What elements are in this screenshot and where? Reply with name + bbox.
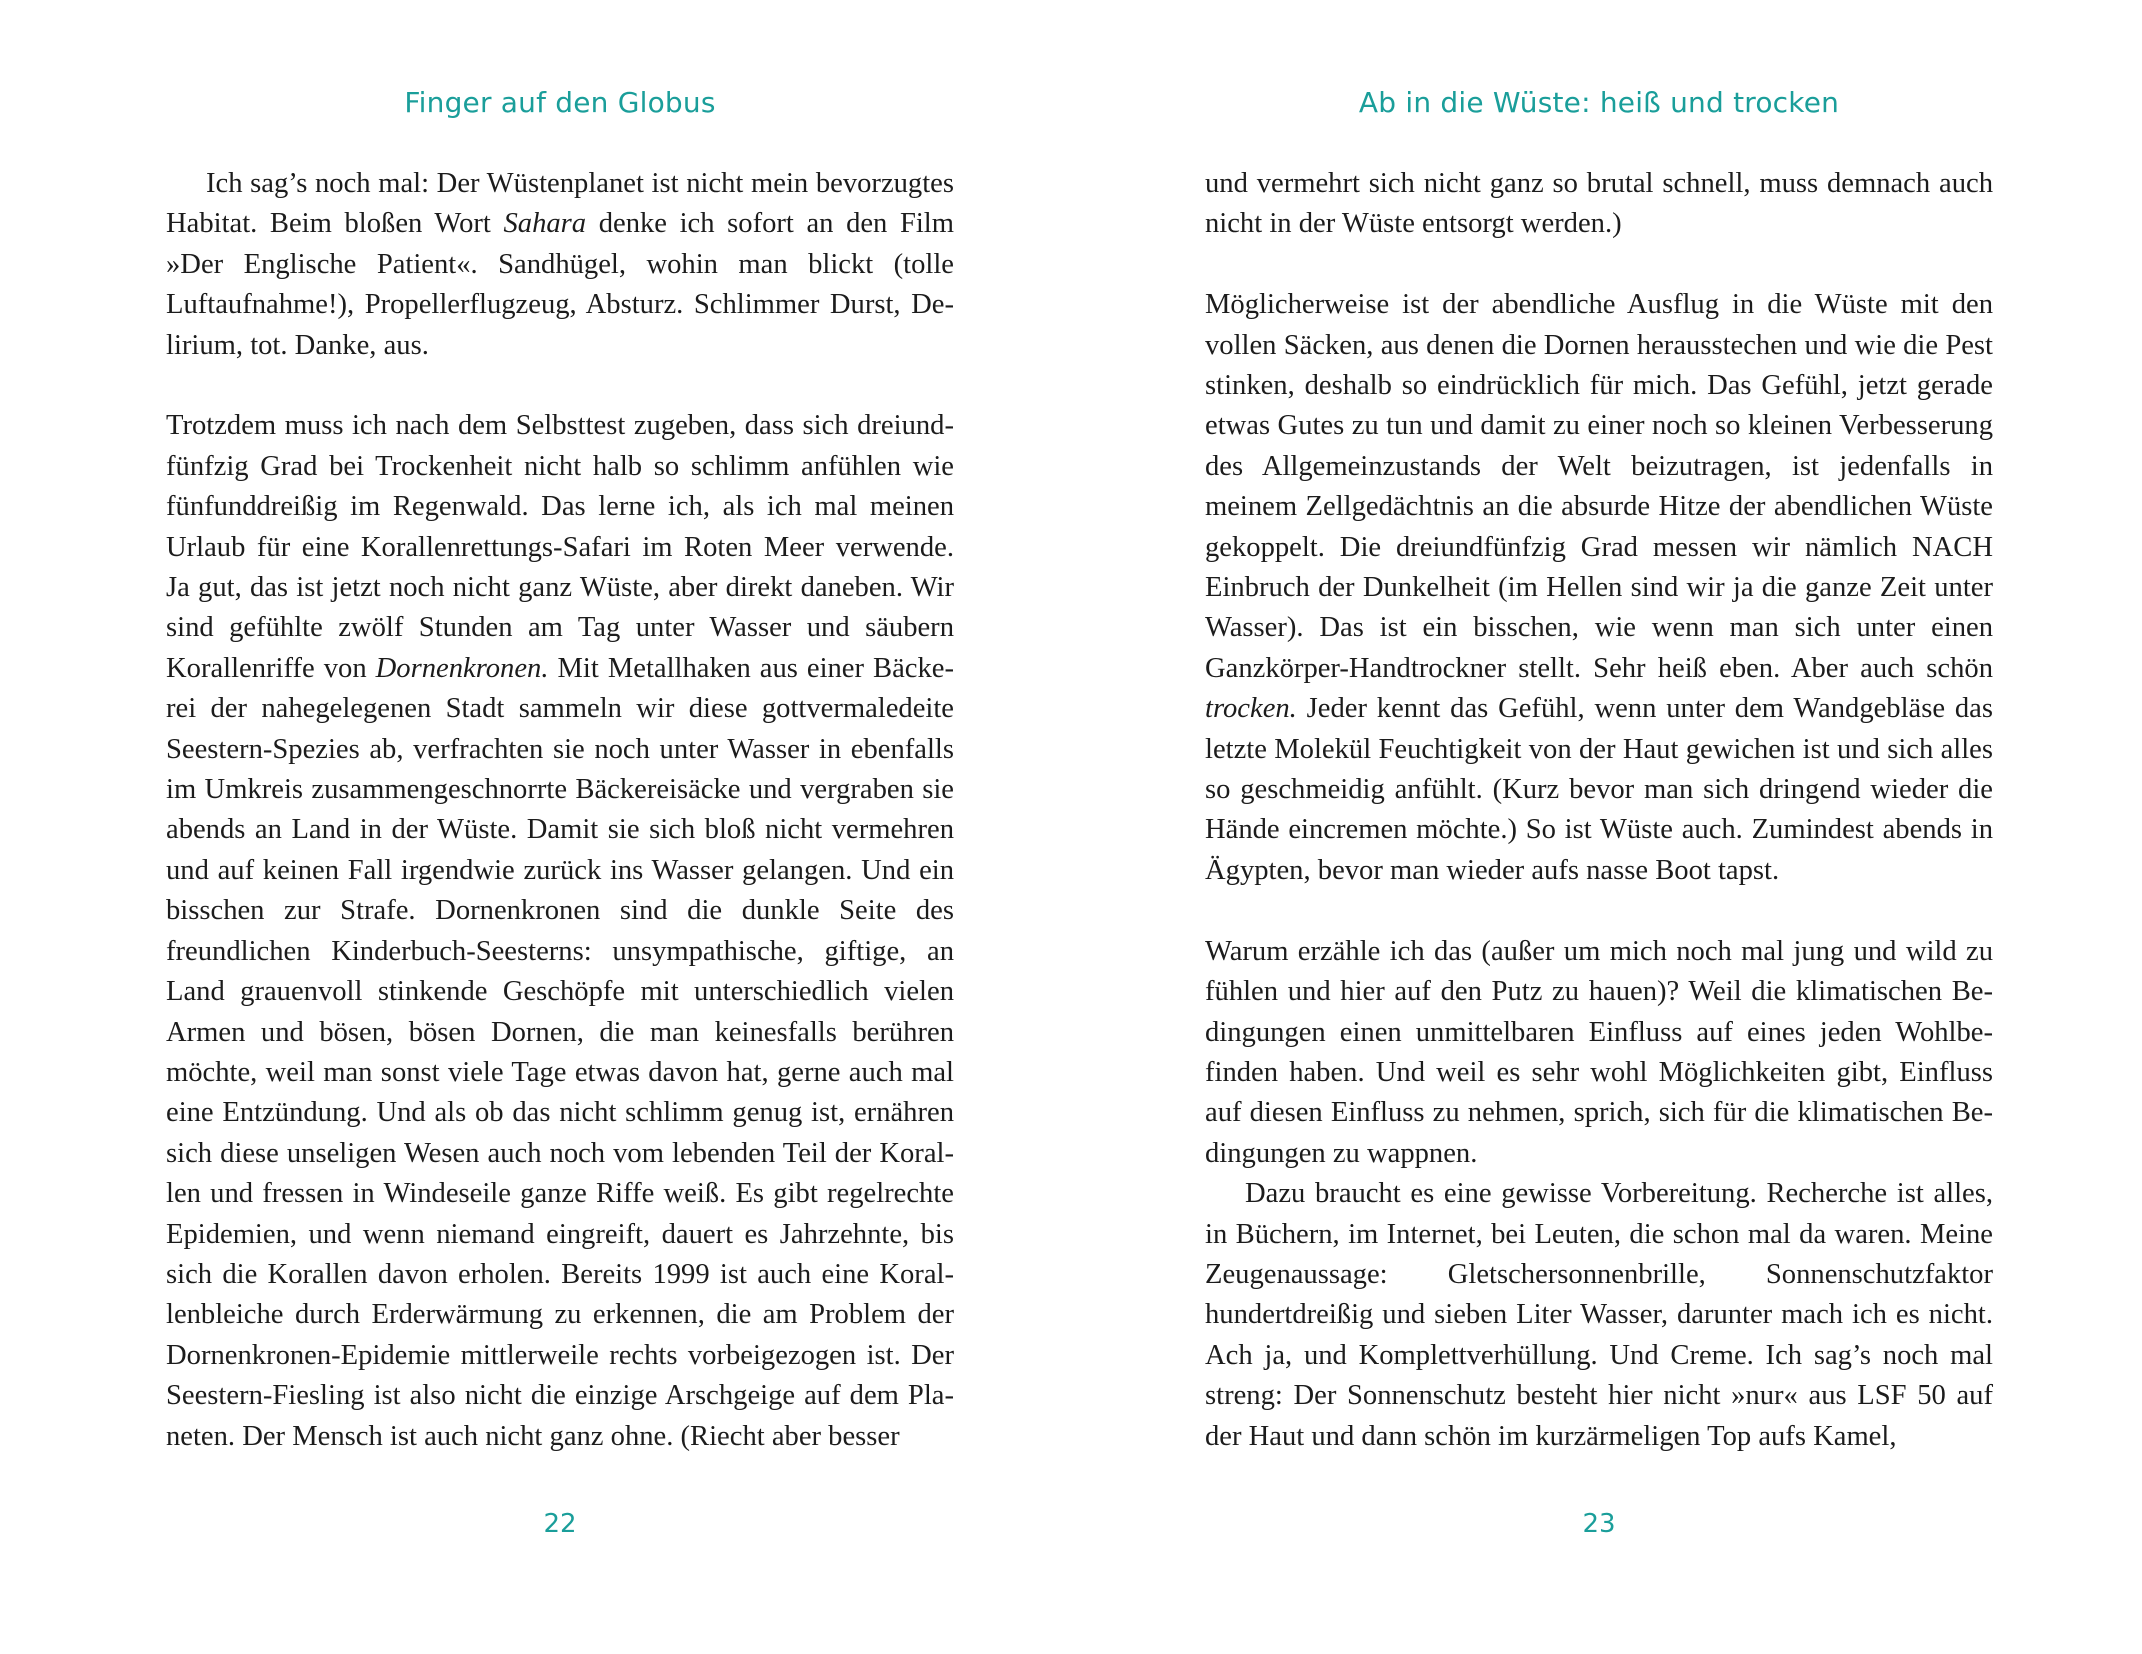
italic-span: Sahara [503,208,587,240]
italic-span: Dornenkronen. [375,652,549,684]
body-text-right [1205,164,1993,1457]
running-head-left: Finger auf den Globus [404,86,716,119]
paragraph-left-2 [166,406,954,1457]
paragraph-right-4: Dazu braucht es eine gewisse Vorbereitung. Recherche ist alles, in Büchern, im Internet, bei Leuten, die schon mal da waren. Meine Zeugenaussage: Gletschersonnenbrille, Sonnenschutzfaktor hundertdreißig und sieben Liter Wasser, darunter mach ich es nicht. Ach ja, und Komplettverhüllung. Und Creme. Ich sag’s noch mal streng: Der Sonnenschutz besteht hier nicht »nur« aus LSF 50 auf der Haut und dann schön im kurzärmeligen Top aufs Kamel, [1205,1178,1993,1452]
body-text-left [166,164,954,1457]
page-number-left: 22 [543,1509,577,1539]
text-span: Trotzdem muss ich nach dem Selbsttest zugeben, dass sich dreiundfünfzig Grad bei Trockenheit nicht halb so schlimm anfühlen wie fünfunddreißig im Regenwald. Das lerne ich, als ich mal meinen Urlaub für eine Korallenrettungs-Safari im Roten Meer verwende. Ja gut, das ist jetzt noch nicht ganz Wüste, aber direkt daneben. Wir sind gefühlte zwölf Stunden am Tag unter Wasser und säubern Korallenriffe von [166,410,954,684]
paragraph-right-3: Warum erzähle ich das (außer um mich noch mal jung und wild zu fühlen und hier auf den Putz zu hauen)? Weil die klimatischen Bedingungen einen unmittelbaren Einfluss auf eines jeden Wohlbefinden haben. Und weil es sehr wohl Möglichkeiten gibt, Einfluss auf diesen Einfluss zu nehmen, sprich, sich für die klimatischen Bedingungen zu wappnen. [1205,935,1993,1169]
page-number-right: 23 [1582,1509,1616,1539]
paragraph-right-1: und vermehrt sich nicht ganz so brutal schnell, muss demnach auch nicht in der Wüste entsorgt werden.) [1205,168,1993,240]
text-span: Ich sag’s noch mal: Der Wüstenplanet ist nicht mein bevorzugtes Habitat. Beim bloßen Wort [166,168,954,240]
right-page [1071,0,2142,1654]
text-span: Mit Metallhaken aus einer Bäckerei der nahegelegenen Stadt sammeln wir diese gottvermaledeite Seestern-Spezies ab, verfrachten sie noch unter Wasser in ebenfalls im Umkreis zusammengeschnorrte Bäckereisäcke und vergraben sie abends an Land in der Wüste. Damit sie sich bloß nicht vermehren und auf keinen Fall irgendwie zurück ins Wasser gelangen. Und ein bisschen zur Strafe. Dornenkronen sind die dunkle Seite des freundlichen Kinderbuch-Seesterns: unsympathische, giftige, an Land grauenvoll stinkende Geschöpfe mit unterschiedlich vielen Armen und bösen, bösen Dornen, die man keinesfalls berühren möchte, weil man sonst viele Tage etwas davon hat, gerne auch mal eine Entzündung. Und als ob das nicht schlimm genug ist, ernähren sich diese unseligen Wesen auch noch vom lebenden Teil der Korallen und fressen in Windeseile ganze Riffe weiß. Es gibt regelrechte Epidemien, und wenn niemand eingreift, dauert es Jahrzehnte, bis sich die Korallen davon erholen. Bereits 1999 ist auch eine Korallenbleiche durch Erderwärmung zu erkennen, die am Problem der Dornenkronen-Epidemie mittlerweile rechts vorbeigezogen ist. Der Seestern-Fiesling ist also nicht die einzige Arschgeige auf dem Planeten. Der Mensch ist auch nicht ganz ohne. (Riecht aber besser [166,652,954,1452]
text-span: denke ich sofort an den Film »Der Englische Patient«. Sandhügel, wohin man blickt (tolle Luftaufnahme!), Propellerflugzeug, Absturz. Schlimmer Durst, Delirium, tot. Danke, aus. [166,208,954,361]
text-span: Jeder kennt das Gefühl, wenn unter dem Wandgebläse das letzte Molekül Feuchtigkeit von der Haut gewichen ist und sich alles so geschmeidig anfühlt. (Kurz bevor man sich dringend wieder die Hände eincremen möchte.) So ist Wüste auch. Zumindest abends in Ägypten, bevor man wieder aufs nasse Boot tapst. [1205,693,1993,886]
text-span: Möglicherweise ist der abendliche Ausflug in die Wüste mit den vollen Säcken, aus denen die Dornen herausstechen und wie die Pest stinken, deshalb so eindrücklich für mich. Das Gefühl, jetzt gerade etwas Gutes zu tun und damit zu einer noch so kleinen Verbesserung des Allgemeinzustands der Welt beizutragen, ist jedenfalls in meinem Zellgedächtnis an die absurde Hitze der abendlichen Wüste gekoppelt. Die dreiundfünfzig Grad messen wir nämlich NACH Einbruch der Dunkelheit (im Hellen sind wir ja die ganze Zeit unter Wasser). Das ist ein bisschen, wie wenn man sich unter einen Ganzkörper-Handtrockner stellt. Sehr heiß eben. Aber auch schön [1205,289,1993,684]
paragraph-right-2 [1205,285,1993,891]
running-head-right: Ab in die Wüste: heiß und trocken [1358,86,1840,119]
italic-span: trocken. [1205,693,1297,725]
paragraph-left-1 [166,164,954,366]
